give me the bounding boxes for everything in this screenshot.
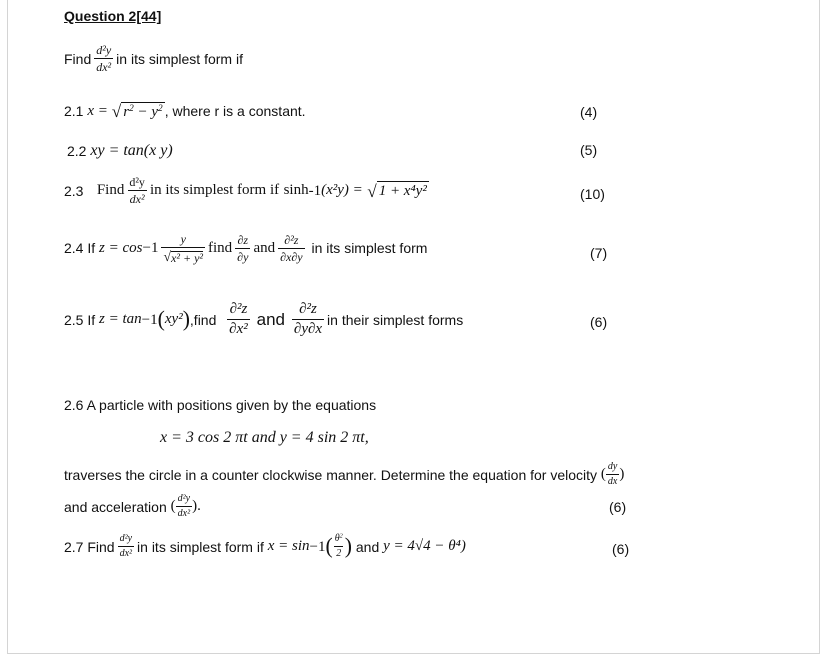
q25-and: and [256,309,286,329]
intro-line [64,44,243,73]
q26-line3-wrap: and acceleration ( $\frac{\text{d²y}}{\text{dx²}}$ ). [64,493,201,519]
q26-line2-wrap: traverses the circle in a counter clockwise manner. Determine the equation for velocity ( $\frac{dy}{dx}$ ) [64,461,625,487]
q24-dy: ∂y [237,249,249,264]
q23-arg: (x²y) = [321,182,363,198]
q24-z: z = cos [99,239,143,256]
q27-arg-fraction: $\frac{\theta^2}{2}$ [334,532,343,559]
q22-number: 2.2 [67,143,87,159]
q24-arg-denominator [161,247,205,264]
q23-denominator: dx² [129,192,145,206]
q25-dx2: ∂x² [229,321,248,337]
q24-dxdy: ∂x∂y [280,249,303,264]
intro-numerator: d²y [96,43,112,57]
q27-number: 2.7 Find [64,538,115,555]
question-heading: Question 2[44] [64,8,162,24]
q27-text: in its simplest form if [137,538,264,555]
q26-dx2: dx² [177,508,191,519]
q26-velocity-fraction [606,462,619,487]
q21-lhs: x = [87,102,108,119]
q27-x: x = sin [267,538,310,554]
q27-theta: θ [334,533,340,544]
q25-find: ,find [189,311,217,328]
q25-z: z = tan [99,311,142,327]
q23-find: Find [96,182,125,198]
q21-number: 2.1 [64,103,84,120]
q22-marks: (5) [580,142,598,158]
q23-numerator: d²y [129,175,145,189]
question-2-2 [67,142,173,160]
q26-d2y: d²y [177,493,191,504]
q24-text: in its simplest form [311,240,428,257]
q24-dz-dy [235,234,250,263]
question-2-5: 2.5 If z = tan −1 ( xy² ) ,find $\frac{\text{∂²z}}{\text{∂x²}}$ and $\frac{\text{∂²z}}{\partial y\partial x}$ in their simplest forms [64,301,464,337]
q24-dz: ∂z [237,232,249,247]
intro-denominator: dx² [96,60,112,74]
q23-sinh: sinh [283,182,309,198]
q21-marks: (4) [580,104,598,120]
q27-two: 2 [336,548,342,559]
q25-arg: xy² [164,311,183,327]
sqrt-icon: √ [163,249,172,264]
q23-root: 1 + x⁴y² [378,183,427,200]
q24-and: and [253,239,276,256]
q25-marks: (6) [590,314,608,330]
intro-find: Find [64,50,92,67]
q26-dx: dx [607,476,618,487]
q26-line1: 2.6 A particle with positions given by the equations [64,397,377,413]
q26-line2: traverses the circle in a counter clockwise manner. Determine the equation for velocity [64,466,598,483]
q24-d2z: ∂²z [284,232,299,247]
q25-d2z: ∂²z [229,301,248,317]
q24-root: x² + y² [171,250,203,265]
question-2-4: 2.4 If z = cos −1 y √ x² + y² find $\frac{\partial z}{\partial y}$ and $\frac{\text{∂²z}}{\partial x\partial y}$ in its simplest form [64,232,428,265]
q23-sqrt [367,181,429,200]
q27-denominator: dx² [119,548,133,559]
intro-tail: in its simplest form if [116,50,243,67]
question-2-3: 2.3 Find $\frac{\text{d²y}}{\text{dx²}}$ in its simplest form if sinh -1 (x²y) = √ 1 + x⁴y² [64,175,427,206]
q26-equation: x = 3 cos 2 πt and y = 4 sin 2 πt, [160,429,369,446]
q21-y: y [151,104,159,120]
q25-d2z-dx2 [227,302,250,337]
q26-dy: dy [607,461,618,472]
question-2-7: 2.7 Find $\frac{\text{d²y}}{\text{dx²}}$ in its simplest form if x = sin −1 ( $\frac{\theta^2}{2}$ ) and y = 4√4 − θ⁴) [64,532,466,559]
q27-y: y = 4√4 − θ⁴) [383,538,466,554]
q23-marks: (10) [580,186,605,202]
q24-marks: (7) [590,245,608,261]
q23-number: 2.3 [64,182,84,199]
q23-text: in its simplest form if [149,182,280,198]
q25-d2z-2: ∂²z [299,301,317,317]
q24-arg-fraction [161,233,205,264]
q27-marks: (6) [612,541,630,557]
q24-d2z-dxdy [278,234,305,263]
q21-r: r [123,104,130,120]
q26-accel-fraction [176,494,192,519]
q24-number: 2.4 If [64,240,96,257]
q21-minus: − [133,104,152,120]
q22-expr: xy = tan(x y) [90,142,173,159]
question-2-1 [64,102,306,121]
q27-numerator: d²y [119,533,133,544]
q21-sqrt: √ $r^2 - y^2$ [111,102,163,122]
q27-fraction [118,534,134,559]
intro-fraction [94,44,113,73]
q25-number: 2.5 If [64,311,96,328]
q24-find: find [208,239,233,256]
sqrt-icon: √ [367,181,377,201]
q23-fraction [127,176,147,205]
q26-marks: (6) [609,499,627,515]
q25-d2z-dydx [292,302,324,337]
q25-dydx: ∂y∂x [293,321,323,337]
q24-arg-numerator: y [180,232,186,246]
q26-line3: and acceleration [64,498,167,515]
sqrt-icon: √ [111,102,122,122]
q25-text: in their simplest forms [327,311,464,328]
q27-and: and [355,538,380,555]
q21-text: , where r is a constant. [164,103,306,120]
